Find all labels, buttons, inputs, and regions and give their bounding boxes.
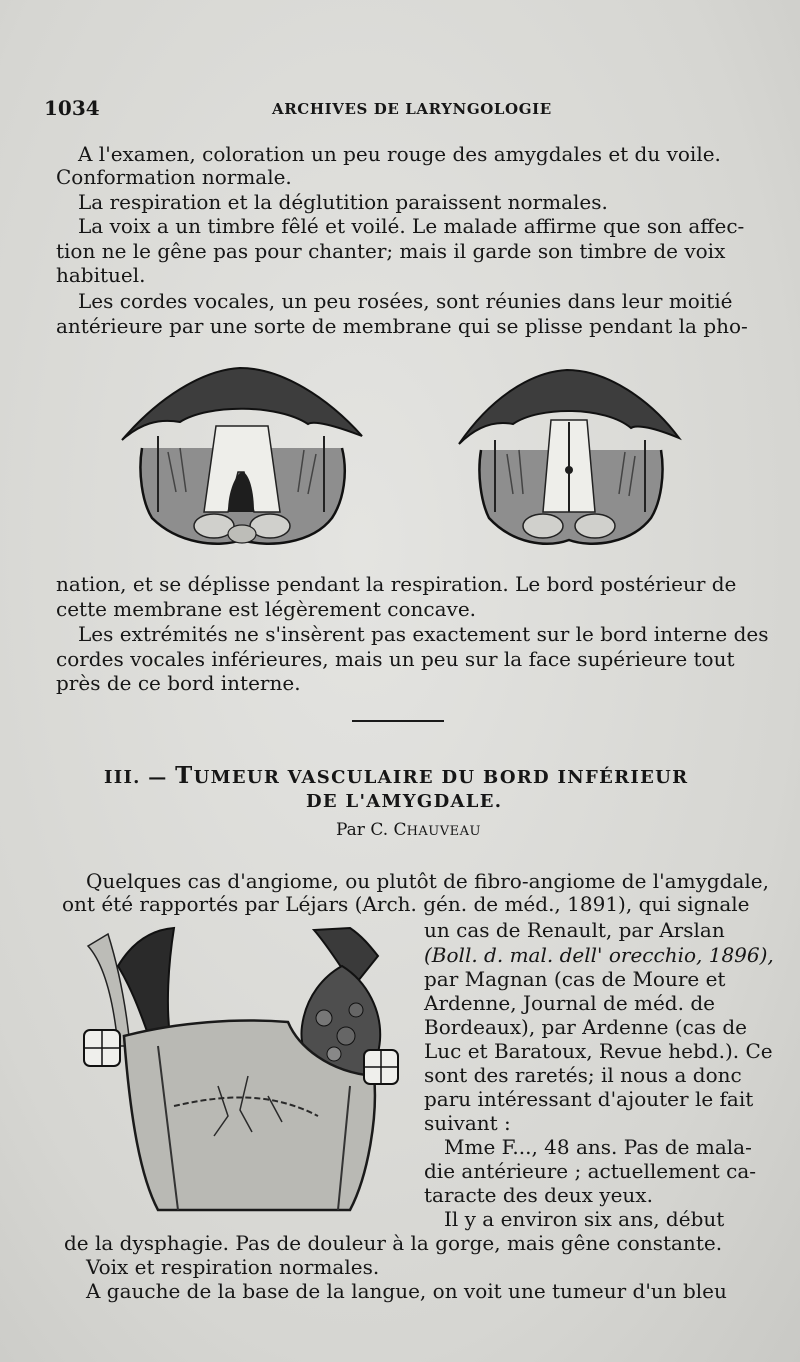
text-line: suivant : <box>424 1111 511 1135</box>
section-divider <box>352 720 444 722</box>
text-line: Conformation normale. <box>56 165 292 189</box>
text-line: près de ce bord interne. <box>56 671 301 695</box>
page-number: 1034 <box>44 96 100 120</box>
text-line: La voix a un timbre fêlé et voilé. Le malade affirme que son affec- <box>78 214 745 238</box>
text-line: cordes vocales inférieures, mais un peu sur la face supérieure tout <box>56 647 735 671</box>
text-line: (Boll. d. mal. dell' orecchio, 1896), <box>424 943 774 967</box>
text-line: antérieure par une sorte de membrane qui se plisse pendant la pho- <box>56 314 748 338</box>
text-line: nation, et se déplisse pendant la respiration. Le bord postérieur de <box>56 572 737 596</box>
page-header <box>44 96 744 120</box>
text-line: sont des raretés; il nous a donc <box>424 1063 742 1087</box>
text-line: par Magnan (cas de Moure et <box>424 967 726 991</box>
text-line: Bordeaux), par Ardenne (cas de <box>424 1015 747 1039</box>
text-line: paru intéressant d'ajouter le fait <box>424 1087 754 1111</box>
larynx-illustration-right <box>455 362 683 554</box>
text-line: A gauche de la base de la langue, on voit une tumeur d'un bleu <box>86 1279 727 1303</box>
heading-initial: T <box>175 762 194 789</box>
text-line: Il y a environ six ans, début <box>444 1207 725 1231</box>
running-head: ARCHIVES DE LARYNGOLOGIE <box>272 100 552 118</box>
text-line: Mme F..., 48 ans. Pas de mala- <box>444 1135 752 1159</box>
section-heading <box>104 762 688 789</box>
text-line: La respiration et la déglutition paraissent normales. <box>78 190 608 214</box>
text-line: die antérieure ; actuellement ca- <box>424 1159 757 1183</box>
text-line: habituel. <box>56 263 146 287</box>
text-line: cette membrane est légèrement concave. <box>56 597 477 621</box>
text-line: A l'examen, coloration un peu rouge des amygdales et du voile. <box>78 142 721 166</box>
larynx-illustration-left <box>118 362 366 554</box>
text-line: Quelques cas d'angiome, ou plutôt de fibro-angiome de l'amygdale, <box>86 869 769 893</box>
tonsil-tumor-illustration <box>78 926 408 1216</box>
byline-prefix: Par C. C <box>336 820 407 840</box>
text-line: Voix et respiration normales. <box>86 1255 380 1279</box>
section-heading-continued: DE L'AMYGDALE. <box>306 791 503 812</box>
text-line: Les extrémités ne s'insèrent pas exactement sur le bord interne des <box>78 622 769 646</box>
section-numeral: III. — <box>104 767 168 788</box>
text-line: Luc et Baratoux, Revue hebd.). Ce <box>424 1039 773 1063</box>
text-line: tion ne le gêne pas pour chanter; mais il garde son timbre de voix <box>56 239 726 263</box>
text-line: un cas de Renault, par Arslan <box>424 918 725 942</box>
text-line: taracte des deux yeux. <box>424 1183 653 1207</box>
heading-rest: UMEUR VASCULAIRE DU BORD INFÉRIEUR <box>193 767 689 788</box>
byline-small-caps: HAUVEAU <box>406 824 481 839</box>
text-line: de la dysphagie. Pas de douleur à la gorge, mais gêne constante. <box>64 1231 723 1255</box>
text-line: Ardenne, Journal de méd. de <box>424 991 715 1015</box>
text-line: ont été rapportés par Léjars (Arch. gén. de méd., 1891), qui signale <box>62 892 750 916</box>
text-line: Les cordes vocales, un peu rosées, sont réunies dans leur moitié <box>78 289 733 313</box>
author-byline <box>336 820 481 840</box>
